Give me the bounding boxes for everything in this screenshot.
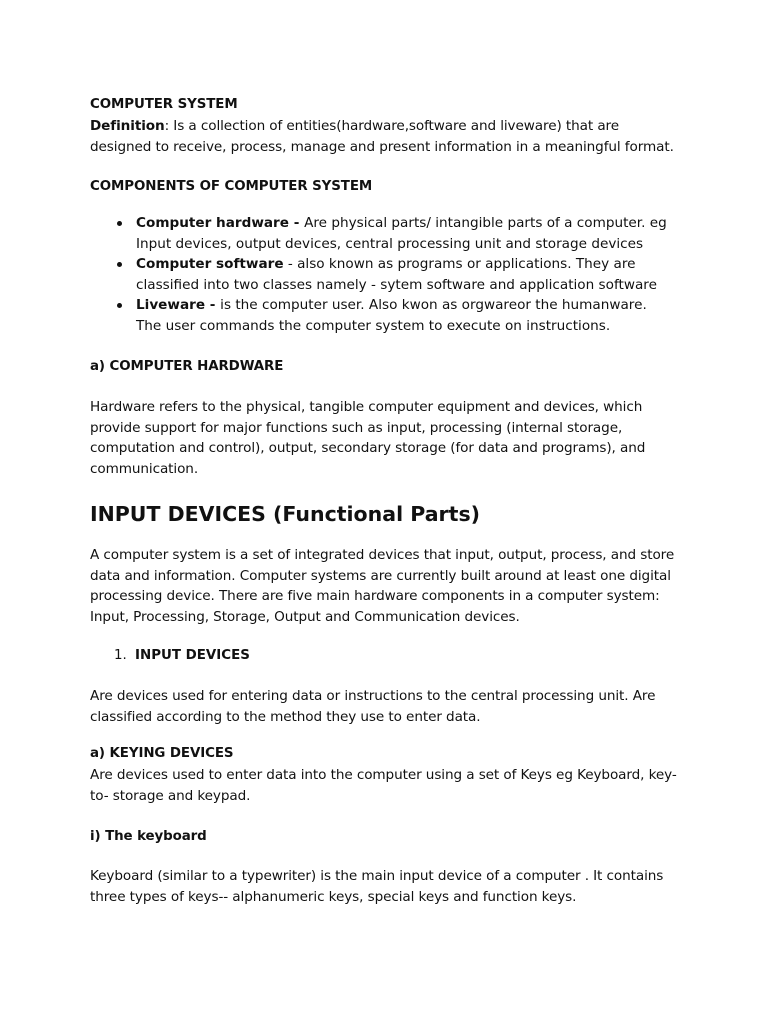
list-item-term: Computer software — [136, 256, 284, 272]
list-item-hardware — [110, 213, 670, 254]
list-item-term: Computer hardware - — [136, 215, 305, 231]
section-title-hardware: a) COMPUTER HARDWARE — [90, 359, 284, 374]
definition-paragraph — [90, 116, 680, 157]
list-item-software — [110, 254, 670, 295]
list-item-text: is the computer user. Also kwon as orgwareor the humanware. The user commands the computer system to execute on instructions. — [136, 297, 647, 334]
section-title-components: COMPONENTS OF COMPUTER SYSTEM — [90, 179, 373, 194]
section-title-keyboard: i) The keyboard — [90, 829, 207, 844]
numbered-item-number: 1. — [114, 648, 127, 663]
definition-text: : Is a collection of entities(hardware,software and liveware) that are designed to receive, process, manage and present information in a meaningful format. — [90, 118, 674, 155]
section-title-computer-system: COMPUTER SYSTEM — [90, 97, 238, 112]
system-paragraph: A computer system is a set of integrated devices that input, output, process, and store data and information. Computer systems are currently built around at least one digital processing device. There are five main hardware components in a computer system: Input, Processing, Storage, Output and Communication devices. — [90, 547, 675, 625]
list-item-term: Liveware - — [136, 297, 221, 313]
numbered-item-input-devices — [114, 646, 250, 666]
list-item-text: Are physical parts/ intangible parts of a computer. eg Input devices, output devices, central processing unit and storage devices — [136, 215, 667, 252]
heading-input-devices: INPUT DEVICES (Functional Parts) — [90, 502, 481, 526]
list-item-text: - also known as programs or applications. They are classified into two classes namely - sytem software and application software — [136, 256, 657, 293]
keyboard-paragraph: Keyboard (similar to a typewriter) is the main input device of a computer . It contains three types of keys-- alphanumeric keys, special keys and function keys. — [90, 868, 664, 905]
section-title-keying: a) KEYING DEVICES — [90, 746, 234, 761]
hardware-paragraph: Hardware refers to the physical, tangible computer equipment and devices, which provide support for major functions such as input, processing (internal storage, computation and control), output, secondary storage (for data and programs), and communication. — [90, 399, 646, 477]
list-item-liveware — [110, 295, 670, 336]
keying-paragraph: Are devices used to enter data into the computer using a set of Keys eg Keyboard, key-to- storage and keypad. — [90, 767, 677, 804]
components-list — [110, 213, 670, 336]
numbered-item-label: INPUT DEVICES — [135, 648, 250, 663]
definition-label: Definition — [90, 118, 165, 134]
input-devices-paragraph: Are devices used for entering data or instructions to the central processing unit. Are classified according to the method they use to enter data. — [90, 688, 656, 725]
